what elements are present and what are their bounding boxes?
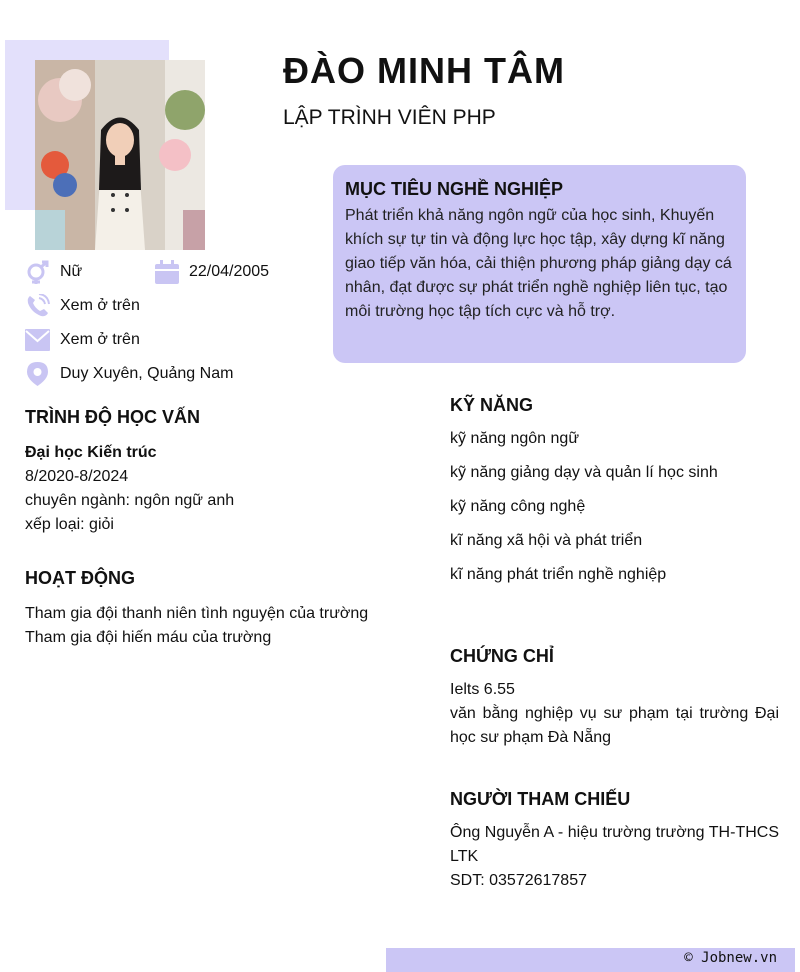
objective-title: MỤC TIÊU NGHỀ NGHIỆP [345, 179, 564, 199]
education-major: chuyên ngành: ngôn ngữ anh [25, 492, 235, 509]
activity-item: Tham gia đội hiến máu của trường [25, 629, 272, 646]
candidate-name: ĐÀO MINH TÂM [283, 50, 565, 91]
job-title: LẬP TRÌNH VIÊN PHP [283, 106, 496, 129]
skill-item: kỹ năng giảng dạy và quản lí học sinh [450, 464, 718, 481]
certificate-item: Ielts 6.55 [450, 681, 515, 698]
gender-value: Nữ [60, 263, 83, 280]
references-block [450, 821, 779, 893]
activities-list [25, 602, 425, 650]
location-icon [25, 362, 50, 386]
skills-title: KỸ NĂNG [450, 395, 534, 415]
gender-row [25, 260, 82, 284]
skill-item: kỹ năng công nghệ [450, 498, 586, 515]
footer-bar [386, 948, 795, 972]
certificates-list [450, 678, 779, 750]
activity-item: Tham gia đội thanh niên tình nguyện của trường [25, 605, 369, 622]
skill-item: kĩ năng phát triển nghề nghiệp [450, 566, 667, 583]
birthday-value: 22/04/2005 [189, 263, 270, 280]
email-value: Xem ở trên [60, 331, 140, 348]
footer-copyright: © Jobnew.vn [684, 950, 777, 966]
email-row [25, 328, 140, 352]
certificate-item: văn bằng nghiệp vụ sư phạm tại trường Đại học sư phạm Đà Nẵng [450, 705, 779, 746]
education-title: TRÌNH ĐỘ HỌC VẤN [25, 407, 200, 427]
education-period: 8/2020-8/2024 [25, 468, 129, 485]
certificates-title: CHỨNG CHỈ [450, 646, 554, 666]
reference-person: Ông Nguyễn A - hiệu trường trường TH-THCS LTK [450, 824, 779, 865]
activities-title: HOẠT ĐỘNG [25, 568, 135, 588]
skill-item: kĩ năng xã hội và phát triển [450, 532, 643, 549]
skill-item: kỹ năng ngôn ngữ [450, 430, 580, 447]
education-block [25, 441, 425, 537]
address-value: Duy Xuyên, Quảng Nam [60, 365, 234, 382]
address-row [25, 362, 233, 386]
objective-box [333, 165, 746, 363]
calendar-icon [154, 260, 179, 284]
phone-icon [25, 294, 50, 318]
email-icon [25, 328, 50, 352]
skills-list [450, 427, 790, 597]
profile-photo [35, 60, 205, 250]
education-school: Đại học Kiến trúc [25, 444, 157, 461]
reference-phone: SDT: 03572617857 [450, 872, 587, 889]
phone-value: Xem ở trên [60, 297, 140, 314]
objective-text: Phát triển khả năng ngôn ngữ của học sinh, Khuyến khích sự tự tin và động lực học tập, xây dựng kĩ năng giao tiếp văn hóa, cải thiện phương pháp giảng dạy cá nhân, đạt được sự phát triển nghề nghiệp liên tục, tạo môi trường học tập tích cực và hỗ trợ. [345, 207, 732, 320]
education-grade: xếp loại: giỏi [25, 516, 114, 533]
references-title: NGƯỜI THAM CHIẾU [450, 789, 631, 809]
birthday-row [154, 260, 269, 284]
phone-row [25, 294, 140, 318]
gender-icon [25, 260, 50, 284]
